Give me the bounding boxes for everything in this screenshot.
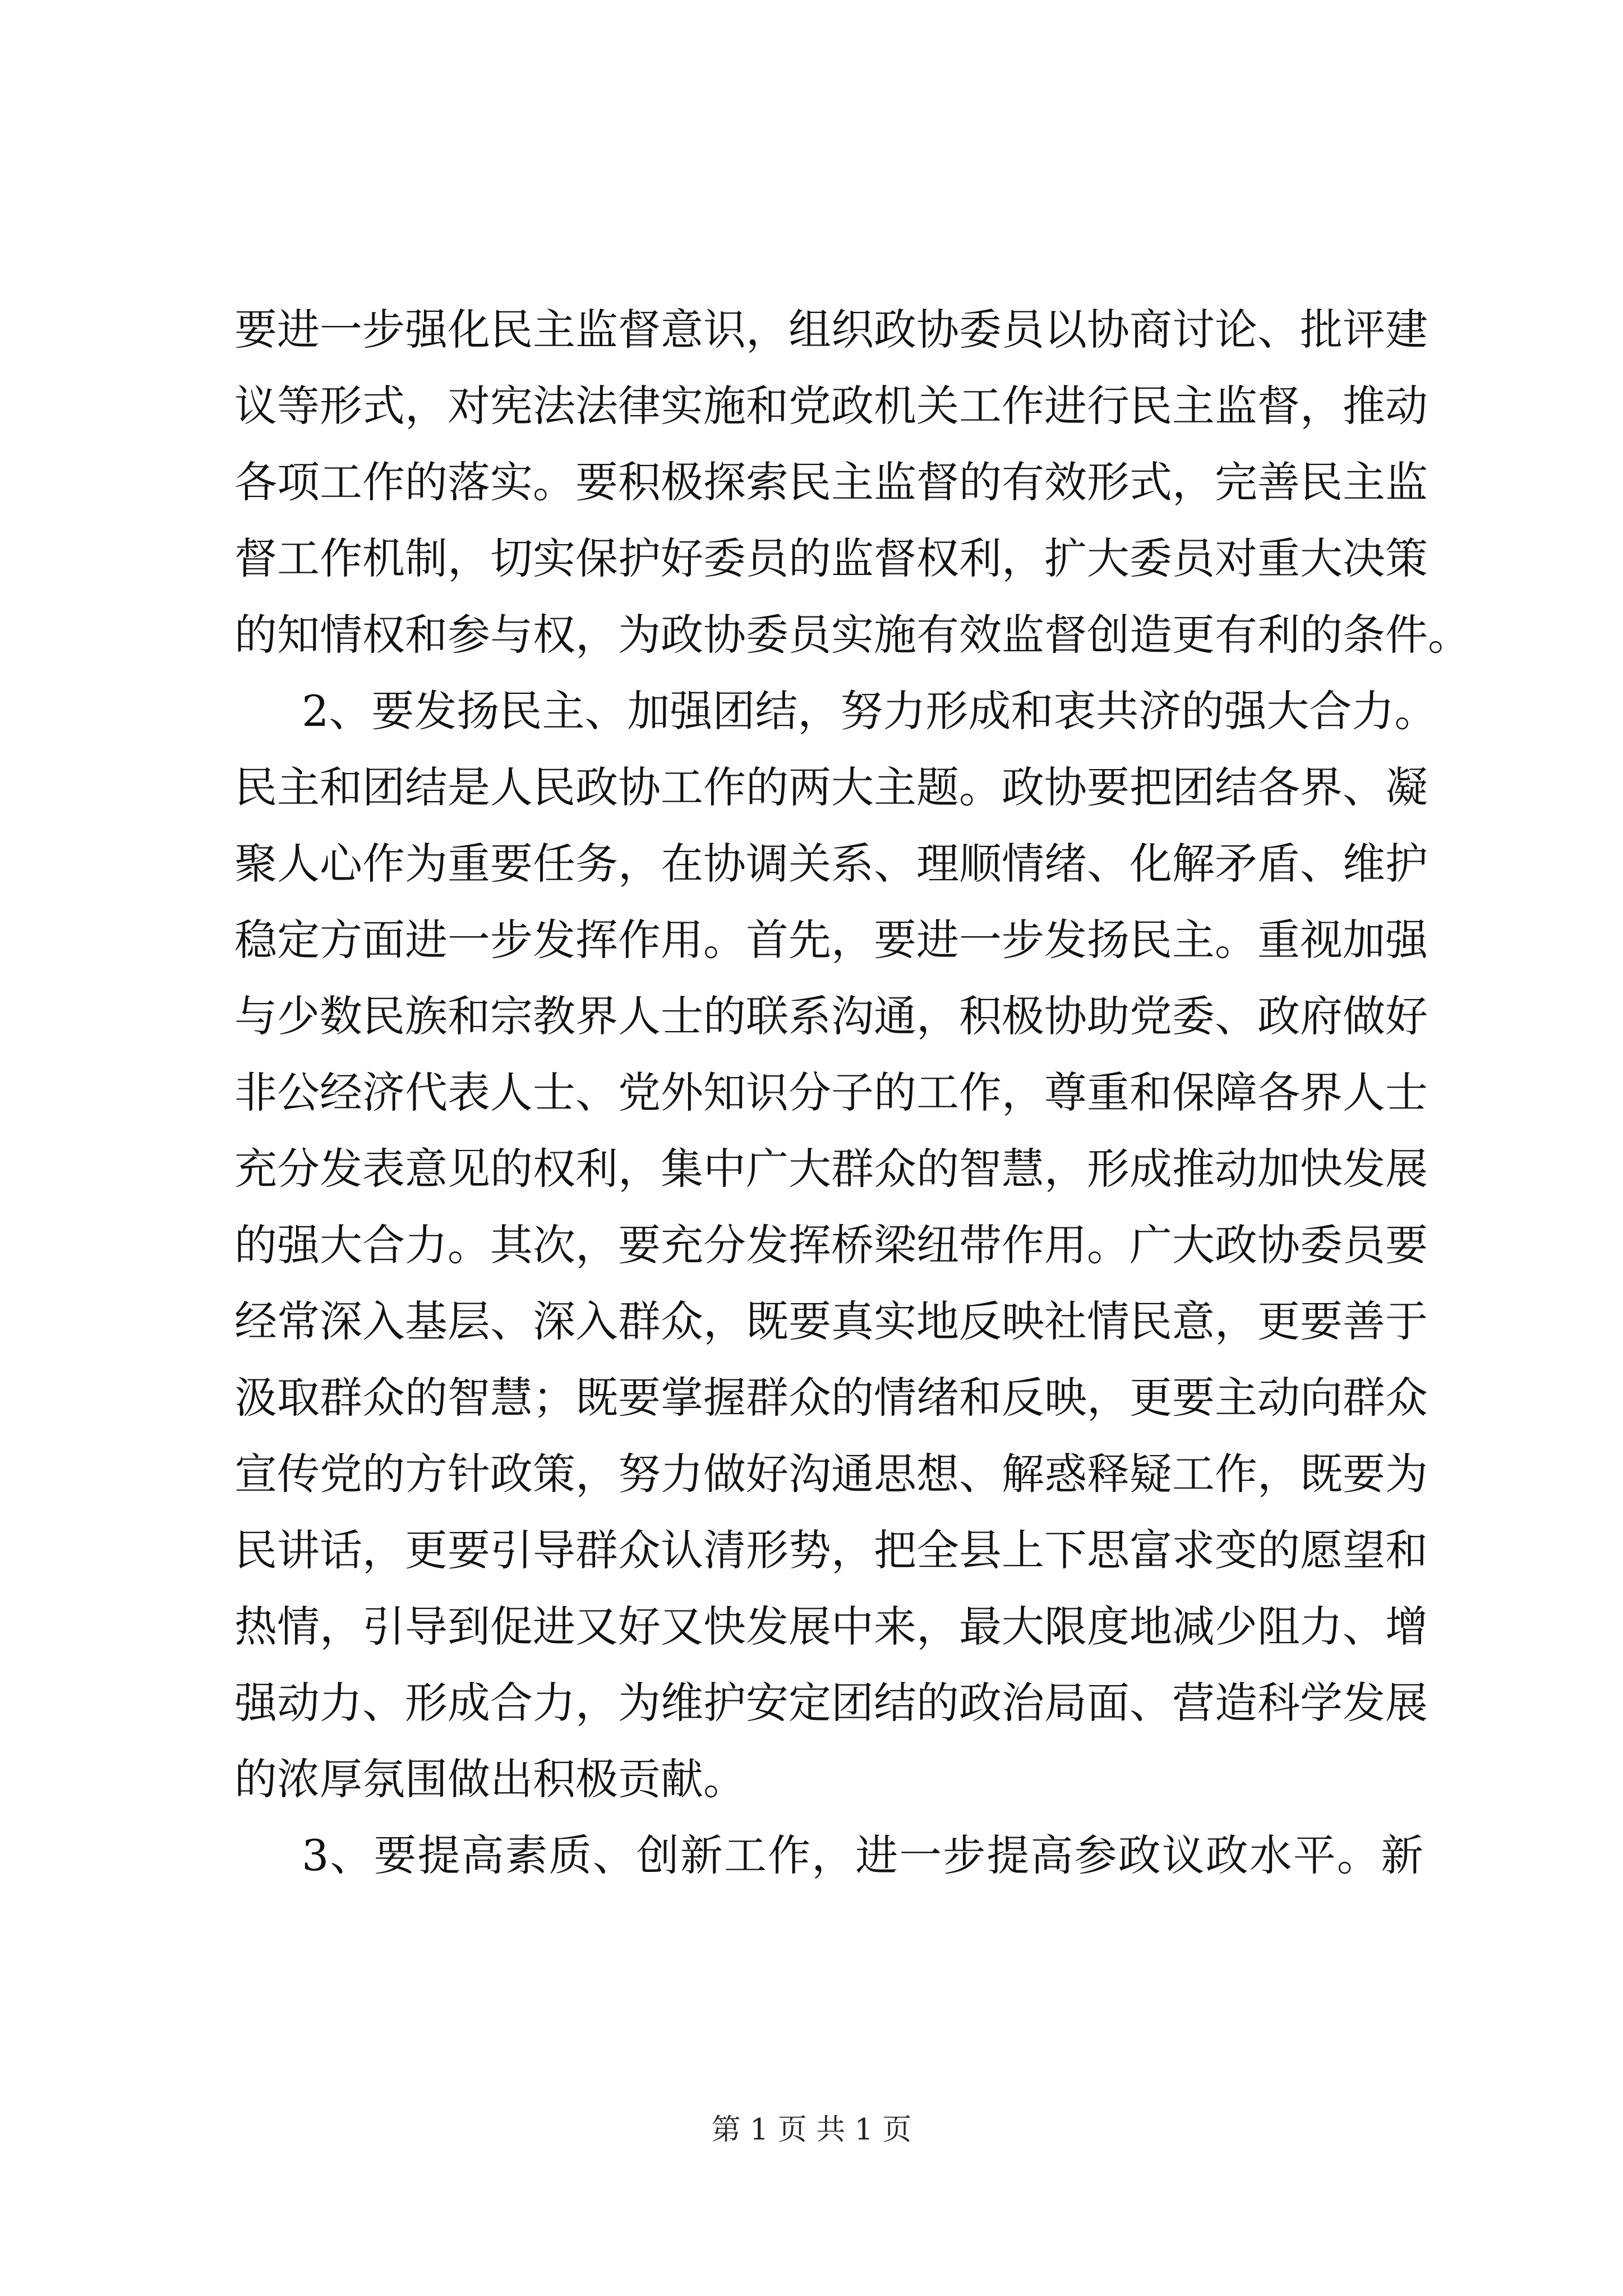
- text-line: 议等形式，对宪法法律实施和党政机关工作进行民主监督，推动: [234, 381, 1428, 431]
- paragraph-heading-3: 3、要提高素质、创新工作，进一步提高参政议政水平。新: [302, 1830, 1423, 1880]
- text-line: 民讲话，更要引导群众认清形势，把全县上下思富求变的愿望和: [234, 1525, 1428, 1575]
- paragraph-heading-2: 2、要发扬民主、加强团结，努力形成和衷共济的强大合力。: [302, 686, 1437, 736]
- text-line: 非公经济代表人士、党外知识分子的工作，尊重和保障各界人士: [234, 1068, 1428, 1117]
- text-line: 各项工作的落实。要积极探索民主监督的有效形式，完善民主监: [234, 457, 1428, 507]
- page-number: 第 1 页 共 1 页: [711, 2113, 912, 2147]
- text-line: 稳定方面进一步发挥作用。首先，要进一步发扬民主。重视加强: [234, 915, 1428, 965]
- text-line: 聚人心作为重要任务，在协调关系、理顺情绪、化解矛盾、维护: [234, 839, 1428, 889]
- document-body: [234, 292, 1470, 1894]
- text-line: 宣传党的方针政策，努力做好沟通思想、解惑释疑工作，既要为: [234, 1449, 1428, 1499]
- text-line: 的浓厚氛围做出积极贡献。: [234, 1754, 746, 1804]
- text-line: 强动力、形成合力，为维护安定团结的政治局面、营造科学发展: [234, 1678, 1428, 1728]
- text-line: 与少数民族和宗教界人士的联系沟通，积极协助党委、政府做好: [234, 991, 1428, 1041]
- text-line: 的强大合力。其次，要充分发挥桥梁纽带作用。广大政协委员要: [234, 1220, 1428, 1270]
- text-line: 督工作机制，切实保护好委员的监督权利，扩大委员对重大决策: [234, 533, 1428, 583]
- text-line: 汲取群众的智慧；既要掌握群众的情绪和反映，更要主动向群众: [234, 1373, 1428, 1423]
- text-line: 的知情权和参与权，为政协委员实施有效监督创造更有利的条件。: [234, 610, 1470, 660]
- text-line: 充分发表意见的权利，集中广大群众的智慧，形成推动加快发展: [234, 1144, 1428, 1194]
- text-line: 热情，引导到促进又好又快发展中来，最大限度地减少阻力、增: [234, 1602, 1428, 1651]
- text-line: 民主和团结是人民政协工作的两大主题。政协要把团结各界、凝: [234, 762, 1428, 812]
- text-line: 经常深入基层、深入群众，既要真实地反映社情民意，更要善于: [234, 1296, 1428, 1346]
- text-line: 要进一步强化民主监督意识，组织政协委员以协商讨论、批评建: [234, 305, 1428, 355]
- page-footer: [0, 2110, 1623, 2150]
